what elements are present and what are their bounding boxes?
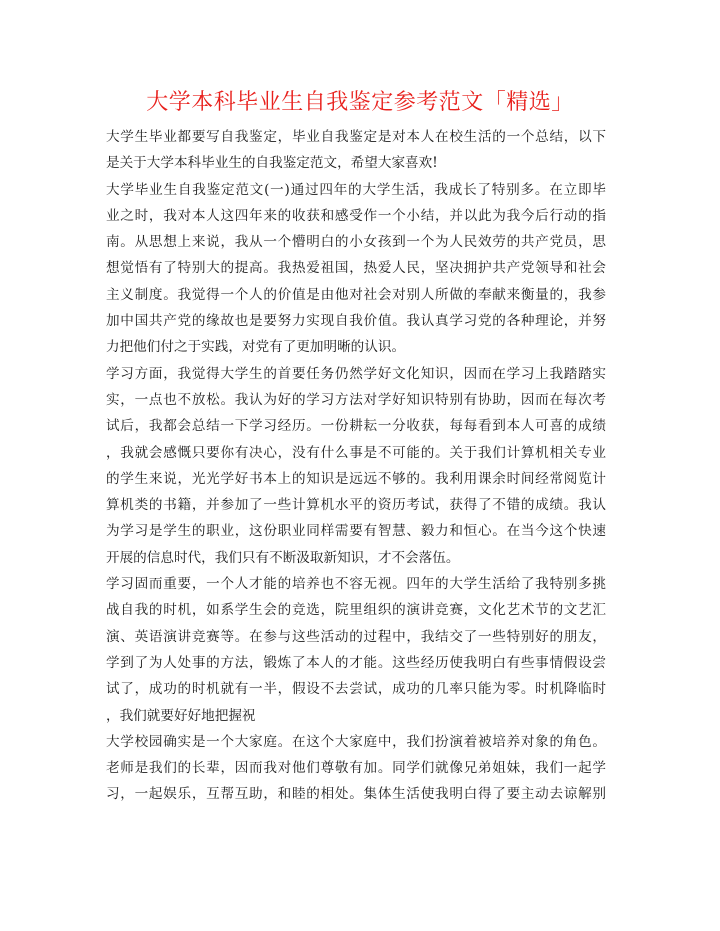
body-line: 学习固而重要，一个人才能的培养也不容无视。四年的大学生活给了我特别多挑 <box>106 576 606 593</box>
body-line: 学习方面，我觉得大学生的首要任务仍然学好文化知识，因而在学习上我踏踏实 <box>106 365 606 382</box>
body-line: 想觉悟有了特别大的提高。我热爱祖国，热爱人民，坚决拥护共产党领导和社会 <box>106 260 606 277</box>
body-line: 试了，成功的时机就有一半，假设不去尝试，成功的几率只能为零。时机降临时 <box>106 681 606 698</box>
body-line: 加中国共产党的缘故也是要努力实现自我价值。我认真学习党的各种理论，并努 <box>106 313 606 330</box>
body-line: 试后，我都会总结一下学习经历。一份耕耘一分收获，每每看到本人可喜的成绩 <box>106 418 606 435</box>
body-line: 开展的信息时代，我们只有不断汲取新知识，才不会落伍。 <box>106 549 460 566</box>
body-line: 习，一起娱乐，互帮互助，和睦的相处。集体生活使我明白得了要主动去谅解别 <box>106 786 606 803</box>
body-line: 力把他们付之于实践，对党有了更加明晰的认识。 <box>106 339 406 356</box>
body-line: ，我们就要好好地把握祝 <box>106 707 256 724</box>
body-line: 大学校园确实是一个大家庭。在这个大家庭中，我们扮演着被培养对象的角色。 <box>106 733 606 750</box>
body-line: 算机类的书籍，并参加了一些计算机水平的资历考试，获得了不错的成绩。我认 <box>106 497 606 514</box>
document-title: 大学本科毕业生自我鉴定参考范文「精选」 <box>146 90 574 115</box>
body-line: 业之时，我对本人这四年来的收获和感受作一个小结，并以此为我今后行动的指 <box>106 207 606 224</box>
body-line: 学到了为人处事的方法，锻炼了本人的才能。这些经历使我明白有些事情假设尝 <box>106 654 606 671</box>
body-line: 演、英语演讲竞赛等。在参与这些活动的过程中，我结交了一些特别好的朋友， <box>106 628 606 645</box>
body-line: 战自我的时机，如系学生会的竞选，院里组织的演讲竞赛，文化艺术节的文艺汇 <box>106 602 606 619</box>
body-line: 大学毕业生自我鉴定范文(一)通过四年的大学生活，我成长了特别多。在立即毕 <box>106 181 606 198</box>
body-line: 实，一点也不放松。我认为好的学习方法对学好知识特别有协助，因而在每次考 <box>106 391 606 408</box>
body-line: 老师是我们的长辈，因而我对他们尊敬有加。同学们就像兄弟姐妹，我们一起学 <box>106 760 606 777</box>
body-line: 大学生毕业都要写自我鉴定，毕业自我鉴定是对本人在校生活的一个总结，以下 <box>106 129 606 145</box>
body-line: 的学生来说，光光学好书本上的知识是远远不够的。我利用课余时间经常阅览计 <box>106 470 606 487</box>
body-line: 为学习是学生的职业，这份职业同样需要有智慧、毅力和恒心。在当今这个快速 <box>106 523 606 540</box>
document-body <box>106 124 606 808</box>
body-line: 是关于大学本科毕业生的自我鉴定范文，希望大家喜欢! <box>106 155 438 172</box>
body-line: 南。从思想上来说，我从一个懵明白的小女孩到一个为人民效劳的共产党员，思 <box>106 234 606 251</box>
body-line: ，我就会感慨只要你有决心，没有什么事是不可能的。关于我们计算机相关专业 <box>106 444 606 461</box>
body-line: 主义制度。我觉得一个人的价值是由他对社会对别人所做的奉献来衡量的，我参 <box>106 286 606 303</box>
